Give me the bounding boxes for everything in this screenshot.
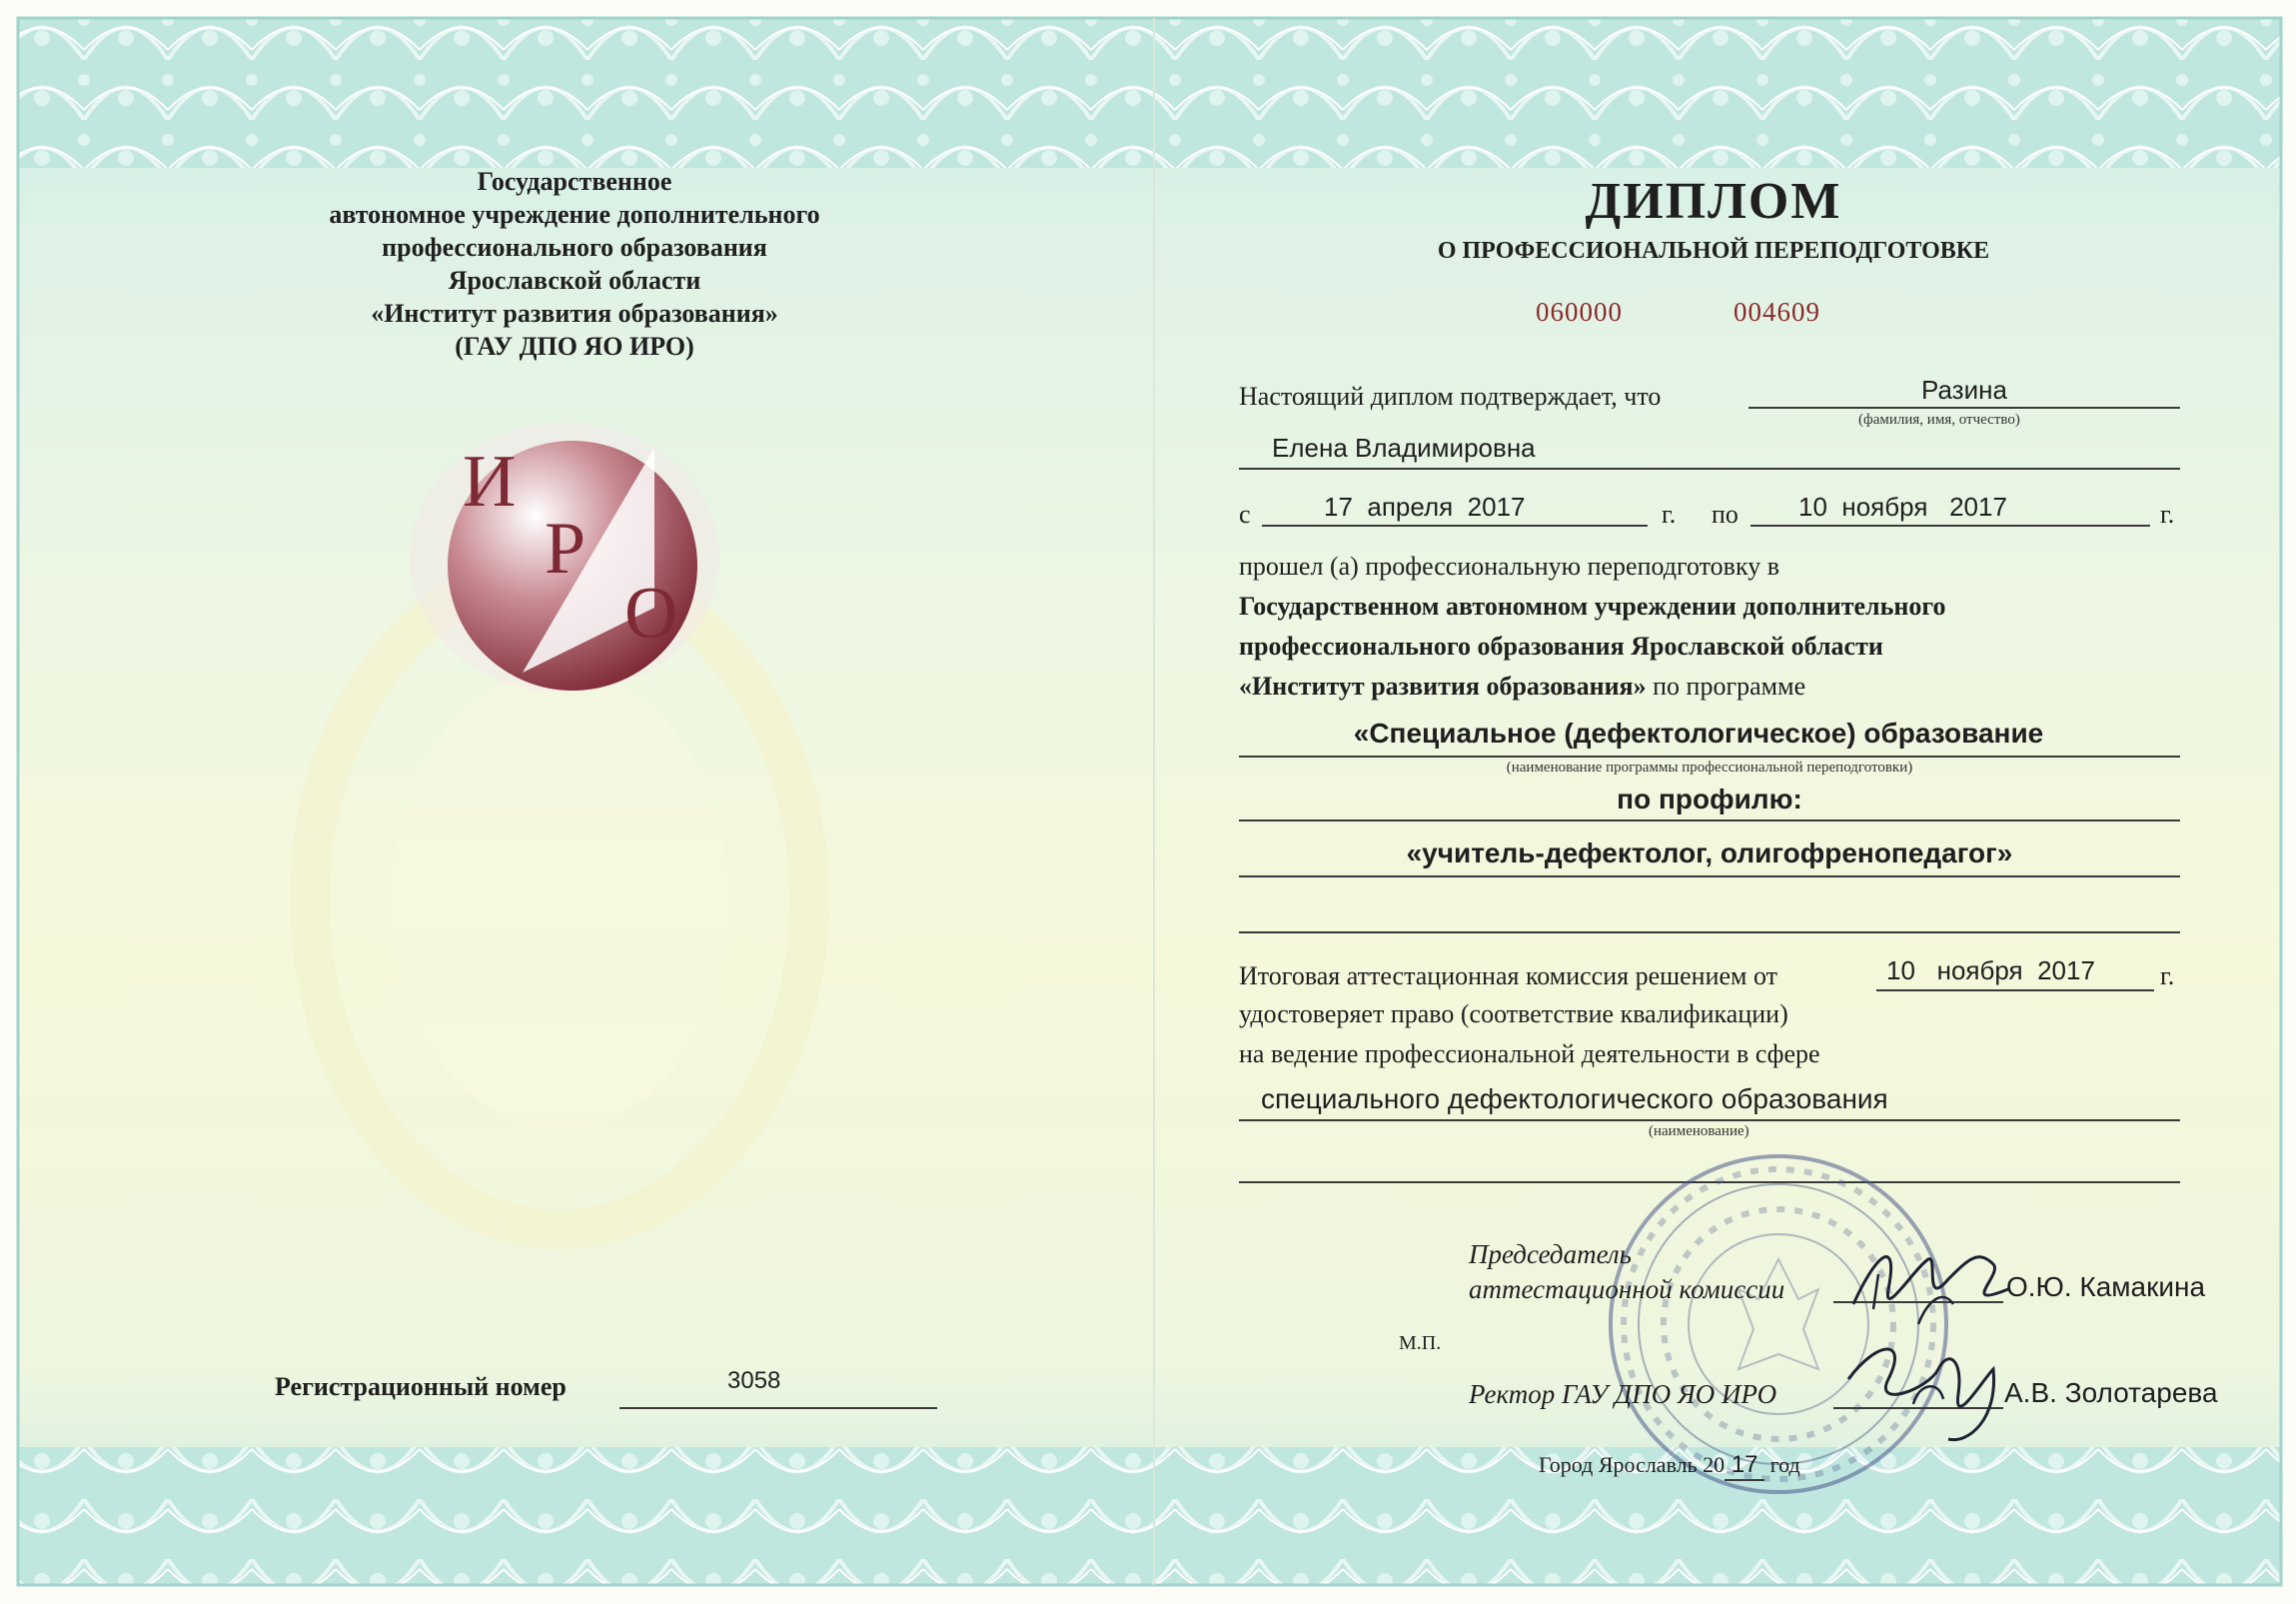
year-suffix: г. (2160, 500, 2175, 529)
reg-number-value: 3058 (727, 1367, 781, 1394)
profile-label: по профилю: (1617, 784, 1802, 814)
rector-label: Ректор ГАУ ДПО ЯО ИРО (1469, 1379, 1777, 1409)
institution-line: (ГАУ ДПО ЯО ИРО) (455, 332, 694, 361)
mp-label: М.П. (1399, 1332, 1442, 1354)
org-line-program (1239, 672, 1805, 702)
chair-name: О.Ю. Камакина (2006, 1271, 2206, 1302)
fio-caption: (фамилия, имя, отчество) (1858, 412, 2020, 428)
date-to-value: 10 ноября 2017 (1798, 492, 2007, 522)
commission-date: 10 ноября 2017 (1886, 955, 2095, 985)
profile-value: «учитель-дефектолог, олигофренопедагог» (1406, 837, 2013, 868)
city-suffix: год (1764, 1452, 1800, 1477)
org-name-quoted: «Институт развития образования» (1239, 672, 1647, 701)
certifies-line: на ведение профессиональной деятельности в сфере (1239, 1039, 1820, 1068)
name-value: Елена Владимировна (1272, 433, 1536, 463)
sphere-value: специального дефектологического образования (1261, 1083, 1888, 1114)
reg-number-label: Регистрационный номер (275, 1372, 567, 1401)
program-value: «Специальное (дефектологическое) образование (1353, 718, 2044, 749)
institution-line: Ярославской области (448, 266, 701, 295)
institution-line: автономное учреждение дополнительного (329, 200, 820, 229)
program-intro: по программе (1646, 672, 1806, 701)
date-from-prefix: с (1239, 500, 1251, 529)
iro-logo (405, 418, 724, 698)
diploma-title: ДИПЛОМ (1585, 173, 1842, 230)
city-prefix: Город Ярославль 20 (1539, 1452, 1725, 1477)
chair-label: Председатель (1469, 1239, 1632, 1269)
confirm-text: Настоящий диплом подтверждает, что (1239, 382, 1662, 411)
org-line: Государственном автономном учреждении дополнительного (1239, 592, 1946, 621)
city-year: 17 (1724, 1451, 1764, 1481)
year-suffix: г. (1662, 500, 1677, 529)
chair-label: аттестационной комиссии (1469, 1274, 1785, 1304)
certifies-line: удостоверяет право (соответствие квалификации) (1239, 999, 1788, 1028)
rector-name: А.В. Золотарева (2004, 1377, 2218, 1408)
diploma-series: 060000 (1536, 297, 1623, 327)
sphere-caption: (наименование) (1649, 1123, 1749, 1139)
logo-letter-o: О (624, 573, 678, 655)
empty-line (1239, 895, 2180, 933)
org-line: профессионального образования Ярославской области (1239, 632, 1883, 661)
handwritten-signatures (1818, 1229, 2048, 1449)
date-from-value: 17 апреля 2017 (1324, 492, 1526, 522)
city-year-line (1539, 1451, 1800, 1481)
institution-line: «Институт развития образования» (371, 299, 778, 328)
commission-text: Итоговая аттестационная комиссия решением от (1239, 961, 1778, 990)
surname-value: Разина (1921, 375, 2007, 405)
date-to-prefix: по (1712, 500, 1738, 529)
passed-line: прошел (а) профессиональную переподготовку в (1239, 552, 1779, 581)
logo-letter-i: И (463, 441, 517, 523)
commission-year: г. (2160, 961, 2175, 990)
diploma-number: 004609 (1733, 297, 1820, 327)
program-caption: (наименование программы профессиональной переподготовки) (1506, 760, 1913, 776)
institution-line: профессионального образования (382, 233, 767, 262)
institution-block (230, 165, 919, 363)
institution-line: Государственное (477, 167, 672, 196)
logo-letter-r: Р (545, 508, 586, 590)
diploma-subtitle: О ПРОФЕССИОНАЛЬНОЙ ПЕРЕПОДГОТОВКЕ (1437, 238, 1990, 264)
